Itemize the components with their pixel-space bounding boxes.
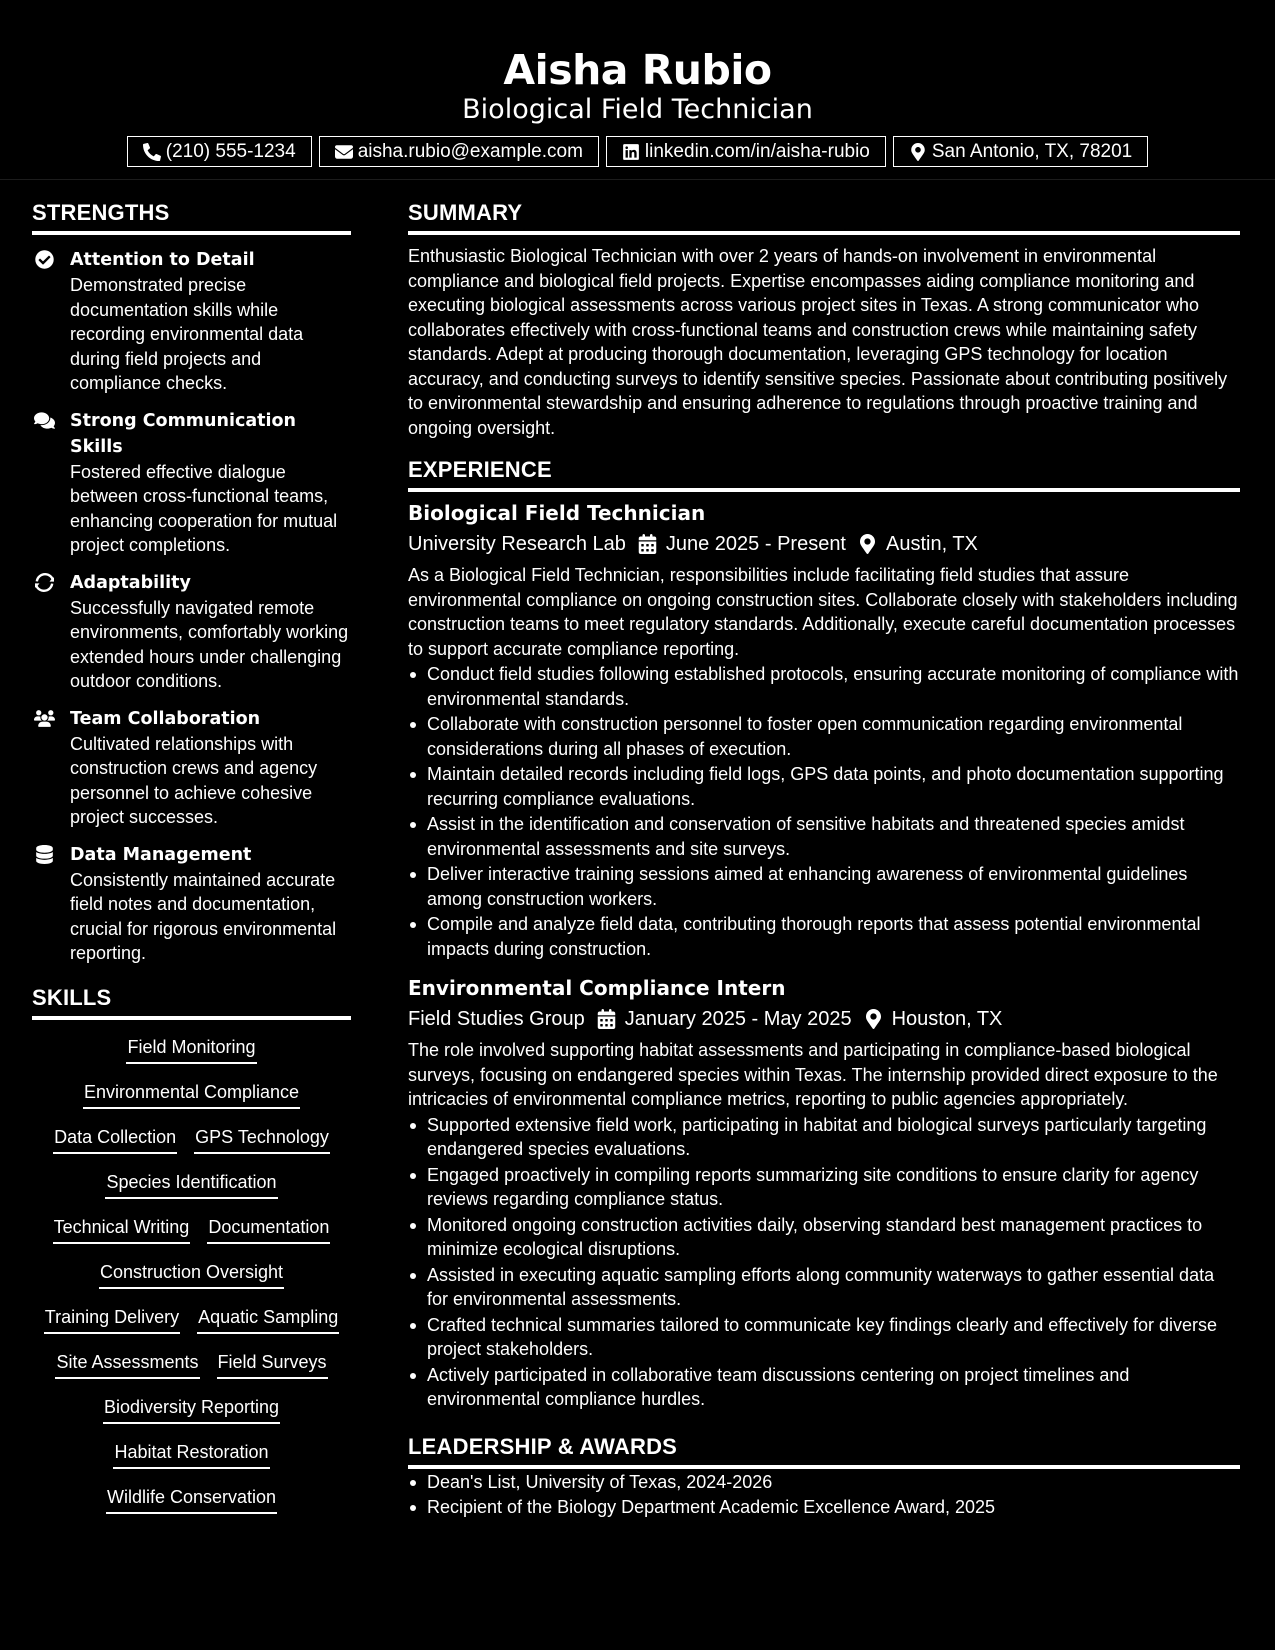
experience-heading: EXPERIENCE — [408, 453, 1240, 492]
skill-tag: GPS Technology — [194, 1125, 330, 1154]
job-bullet: Actively participated in collaborative team discussions centering on project timelines and environmental compliance hurdles. — [408, 1363, 1240, 1412]
job-bullet: Assist in the identification and conservation of sensitive habitats and threatened species amidst environmental assessments and site surveys. — [408, 812, 1240, 861]
skills-heading: SKILLS — [32, 981, 351, 1020]
linkedin-icon — [622, 143, 640, 161]
check-circle-icon — [34, 250, 55, 269]
award-item: Dean's List, University of Texas, 2024-2026 — [408, 1470, 1240, 1495]
job-description: As a Biological Field Technician, responsibilities include facilitating field studies that assure environmental compliance on ongoing construction sites. Collaborate closely with stakeholders including construction teams to meet regulatory standards. Additionally, execute careful documentation processes to support accurate compliance reporting. — [408, 565, 1238, 659]
job-location: Austin, TX — [886, 533, 978, 555]
candidate-name: Aisha Rubio — [503, 46, 772, 94]
envelope-icon — [335, 143, 353, 161]
strengths-list — [32, 247, 351, 966]
job-meta — [408, 1004, 1240, 1034]
sync-icon — [34, 573, 55, 592]
summary-text: Enthusiastic Biological Technician with over 2 years of hands-on involvement in environmental compliance and biological field projects. Expertise encompasses aiding compliance monitoring and executing biological assessments across various project sites in Texas. A strong communicator who collaborates effectively with cross-functional teams and construction crews while maintaining safety standards. Adept at producing thorough documentation, leveraging GPS technology for location accuracy, and conducting surveys to identify sensitive species. Passionate about contributing positively to environmental stewardship and ensuring adherence to regulations through proactive training and ongoing oversight. — [408, 246, 1228, 438]
users-icon — [34, 709, 55, 728]
contact-location[interactable] — [893, 136, 1148, 167]
job-bullets — [408, 662, 1240, 961]
calendar-icon — [638, 534, 657, 554]
job-bullet: Crafted technical summaries tailored to communicate key findings clearly and effectively for diverse project stakeholders. — [408, 1313, 1240, 1362]
map-pin-icon — [909, 143, 927, 161]
phone-text: (210) 555-1234 — [165, 140, 296, 162]
strength-title: Strong Communication Skills — [70, 410, 296, 457]
job-dates: January 2025 - May 2025 — [624, 1008, 852, 1030]
candidate-title: Biological Field Technician — [462, 94, 813, 125]
strength-title: Attention to Detail — [70, 250, 255, 270]
skill-tag: Wildlife Conservation — [106, 1485, 277, 1514]
skill-row — [32, 1170, 351, 1215]
linkedin-text: linkedin.com/in/aisha-rubio — [644, 140, 870, 162]
job-title: Biological Field Technician — [408, 501, 706, 525]
strengths-heading: STRENGTHS — [32, 196, 351, 235]
strength-desc: Demonstrated precise documentation skills while recording environmental data during field projects and compliance checks. — [70, 275, 304, 393]
email-text: aisha.rubio@example.com — [357, 140, 583, 162]
leadership-list — [408, 1470, 1240, 1520]
strength-item — [32, 408, 351, 558]
contact-email[interactable] — [319, 136, 599, 167]
strength-item — [32, 247, 351, 396]
skill-row — [32, 1305, 351, 1350]
map-pin-icon — [858, 534, 877, 554]
skill-row — [32, 1035, 351, 1080]
strength-item — [32, 570, 351, 694]
skill-tag: Site Assessments — [55, 1350, 199, 1379]
skill-tag: Biodiversity Reporting — [103, 1395, 280, 1424]
skill-tag: Training Delivery — [44, 1305, 180, 1334]
skill-tag: Field Surveys — [217, 1350, 328, 1379]
skill-tag: Documentation — [207, 1215, 330, 1244]
resume-header — [0, 0, 1275, 180]
job-title: Environmental Compliance Intern — [408, 976, 786, 1000]
skill-tag: Technical Writing — [53, 1215, 191, 1244]
skill-row — [32, 1440, 351, 1485]
job-bullet: Maintain detailed records including field logs, GPS data points, and photo documentation supporting recurring compliance evaluations. — [408, 762, 1240, 811]
contact-linkedin[interactable] — [606, 136, 886, 167]
job-location: Houston, TX — [891, 1008, 1003, 1030]
award-item: Recipient of the Biology Department Academic Excellence Award, 2025 — [408, 1495, 1240, 1520]
skill-row — [32, 1260, 351, 1305]
calendar-icon — [597, 1009, 616, 1029]
job-dates: June 2025 - Present — [665, 533, 846, 555]
strength-desc: Cultivated relationships with construction crews and agency personnel to achieve cohesive project successes. — [70, 733, 318, 827]
summary-heading: SUMMARY — [408, 196, 1240, 235]
strength-desc: Fostered effective dialogue between cross-functional teams, enhancing cooperation for mutual project completions. — [70, 461, 338, 555]
map-pin-icon — [864, 1009, 883, 1029]
strength-title: Adaptability — [70, 572, 191, 593]
job-bullet: Engaged proactively in compiling reports summarizing site conditions to ensure clarity for agency reviews regarding compliance status. — [408, 1163, 1240, 1212]
job-company: Field Studies Group — [408, 1008, 585, 1030]
right-column — [408, 196, 1240, 1521]
skill-tag: Construction Oversight — [99, 1260, 284, 1289]
strength-title: Data Management — [70, 844, 252, 865]
job-bullet: Deliver interactive training sessions aimed at enhancing awareness of environmental guidelines among construction workers. — [408, 862, 1240, 911]
job-bullet: Monitored ongoing construction activities daily, observing standard best management practices to minimize ecological disruptions. — [408, 1213, 1240, 1262]
job-entry — [408, 498, 1240, 961]
skill-tag: Environmental Compliance — [83, 1080, 300, 1109]
job-bullet: Assisted in executing aquatic sampling efforts along community waterways to gather essential data for environmental assessments. — [408, 1263, 1240, 1312]
phone-icon — [143, 143, 161, 161]
job-meta — [408, 529, 1240, 559]
strength-title: Team Collaboration — [70, 708, 261, 729]
skill-tag: Species Identification — [105, 1170, 277, 1199]
skills-list — [32, 1035, 351, 1530]
strength-item — [32, 706, 351, 830]
database-icon — [34, 845, 55, 864]
skill-row — [32, 1350, 351, 1395]
strength-desc: Consistently maintained accurate field notes and documentation, crucial for rigorous environmental reporting. — [70, 869, 337, 963]
skill-row — [32, 1125, 351, 1170]
left-column — [32, 196, 351, 1530]
job-bullet: Collaborate with construction personnel to foster open communication regarding environmental considerations during all phases of execution. — [408, 712, 1240, 761]
skill-tag: Data Collection — [53, 1125, 177, 1154]
comments-icon — [34, 411, 55, 430]
job-bullet: Compile and analyze field data, contributing thorough reports that assess potential environmental impacts during construction. — [408, 912, 1240, 961]
strength-desc: Successfully navigated remote environments, comfortably working extended hours under challenging outdoor conditions. — [70, 597, 349, 691]
job-bullet: Supported extensive field work, participating in habitat and biological surveys particularly targeting endangered species evaluations. — [408, 1113, 1240, 1162]
skill-tag: Habitat Restoration — [113, 1440, 269, 1469]
job-company: University Research Lab — [408, 533, 626, 555]
location-text: San Antonio, TX, 78201 — [931, 140, 1133, 162]
skill-row — [32, 1080, 351, 1125]
contact-phone[interactable] — [127, 136, 312, 167]
job-entry — [408, 973, 1240, 1412]
leadership-heading: LEADERSHIP & AWARDS — [408, 1430, 1240, 1469]
contact-bar — [0, 136, 1275, 167]
skill-tag: Field Monitoring — [126, 1035, 256, 1064]
skill-row — [32, 1215, 351, 1260]
skill-row — [32, 1395, 351, 1440]
skill-row — [32, 1485, 351, 1530]
job-description: The role involved supporting habitat assessments and participating in compliance-based biological surveys, focusing on endangered species within Texas. The internship provided direct exposure to the intricacies of environmental compliance metrics, reporting to public agencies appropriately. — [408, 1040, 1218, 1109]
strength-item — [32, 842, 351, 966]
job-bullets — [408, 1113, 1240, 1412]
skill-tag: Aquatic Sampling — [197, 1305, 339, 1334]
job-bullet: Conduct field studies following established protocols, ensuring accurate monitoring of compliance with environmental standards. — [408, 662, 1240, 711]
